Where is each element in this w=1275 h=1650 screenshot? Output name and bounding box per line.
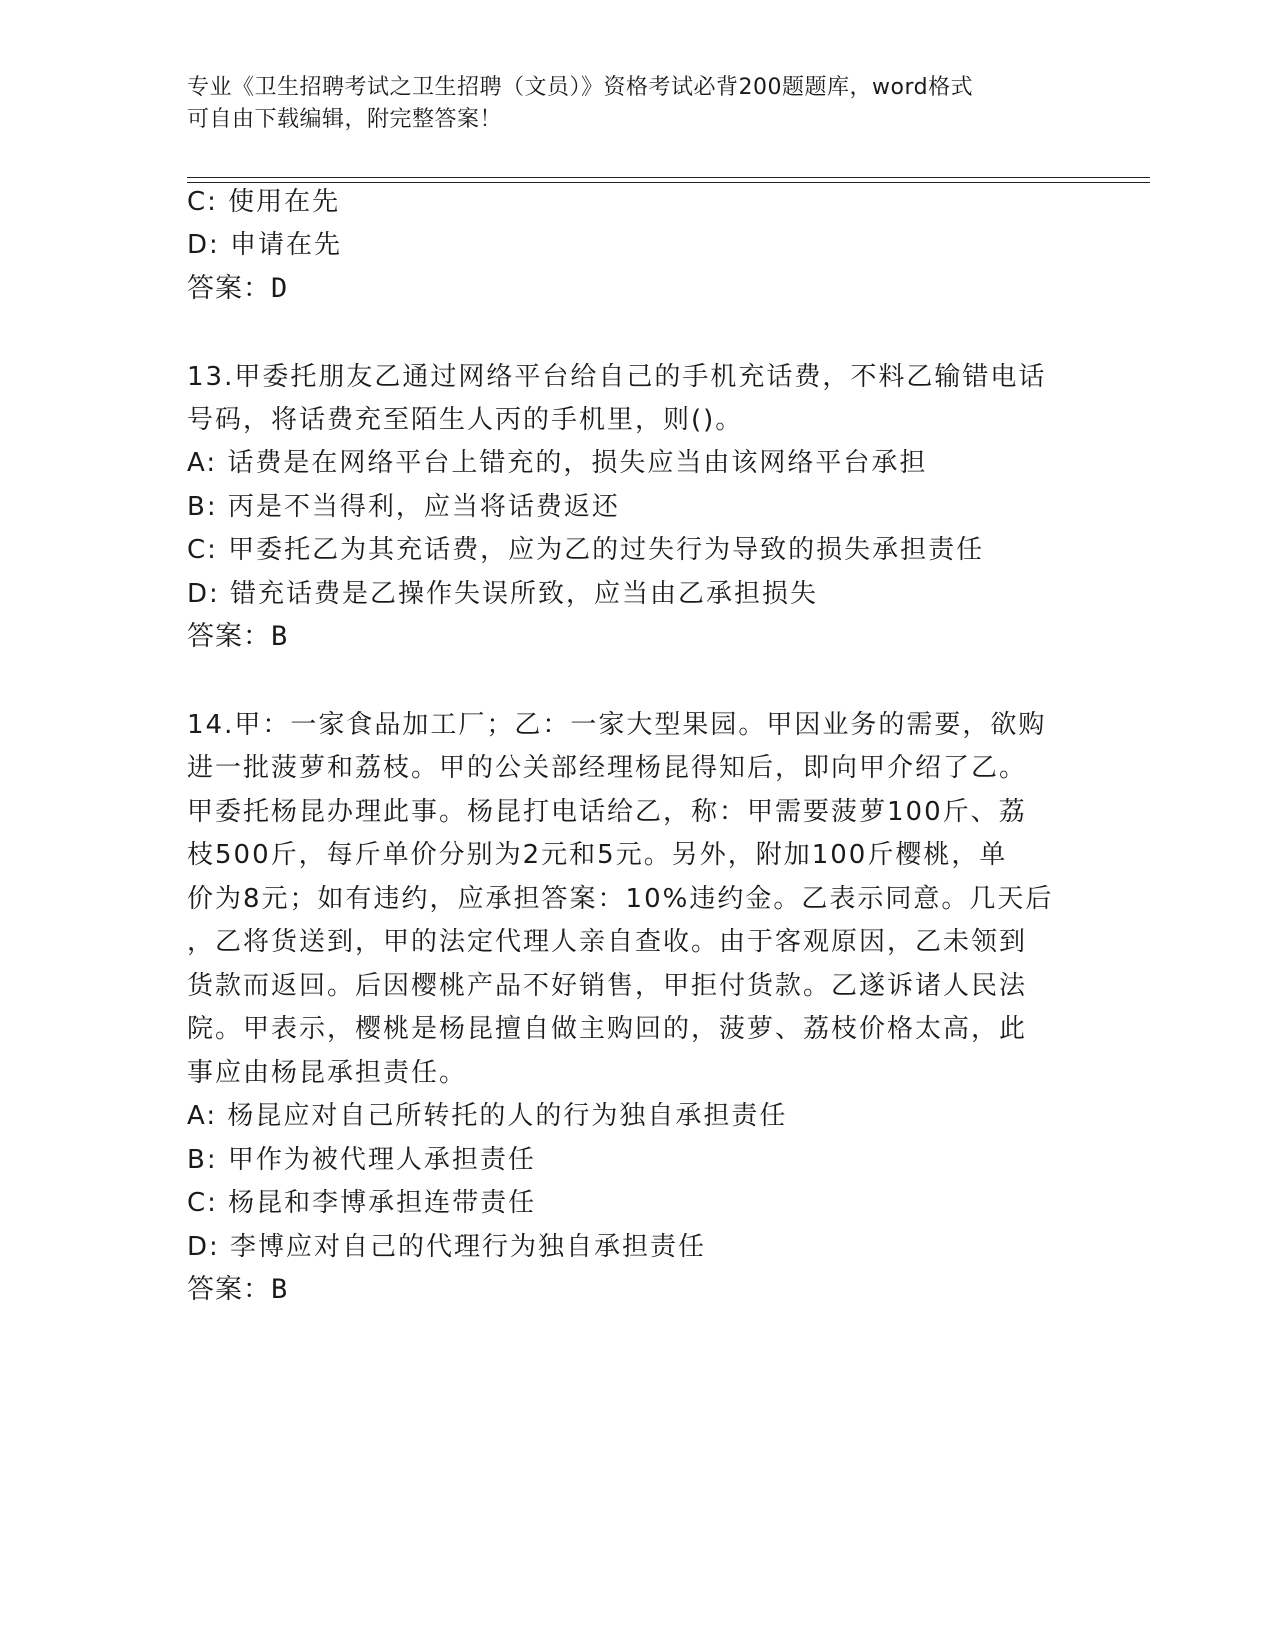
q13-stem-line: 号码，将话费充至陌生人丙的手机里，则()。: [187, 405, 744, 435]
header-divider-bottom: [187, 182, 1150, 183]
q14-option-b: B: 甲作为被代理人承担责任: [187, 1145, 536, 1175]
q13-option-c: C: 甲委托乙为其充话费，应为乙的过失行为导致的损失承担责任: [187, 535, 985, 565]
q14-stem-line: 货款而返回。后因樱桃产品不好销售，甲拒付货款。乙遂诉诸人民法: [187, 971, 1028, 1001]
q14-answer: 答案：B: [187, 1274, 289, 1305]
q14-option-a: A: 杨昆应对自己所转托的人的行为独自承担责任: [187, 1101, 788, 1131]
q14-stem-line: 甲委托杨昆办理此事。杨昆打电话给乙，称：甲需要菠萝100斤、荔: [187, 797, 1027, 827]
q12-option-d: D: 申请在先: [187, 230, 343, 260]
q14-option-c: C: 杨昆和李博承担连带责任: [187, 1188, 537, 1218]
q13-stem-line: 13.甲委托朋友乙通过网络平台给自己的手机充话费，不料乙输错电话: [187, 362, 1047, 392]
q12-option-c: C: 使用在先: [187, 187, 341, 217]
header-line-1: 专业《卫生招聘考试之卫生招聘（文员）》资格考试必背200题题库，word格式: [187, 75, 974, 100]
q14-stem-line: 院。甲表示，樱桃是杨昆擅自做主购回的，菠萝、荔枝价格太高，此: [187, 1014, 1028, 1044]
q14-stem-line: 枝500斤，每斤单价分别为2元和5元。另外，附加100斤樱桃，单: [187, 840, 1008, 870]
q13-option-a: A: 话费是在网络平台上错充的，损失应当由该网络平台承担: [187, 448, 928, 478]
q13-option-b: B: 丙是不当得利，应当将话费返还: [187, 492, 620, 522]
q13-answer: 答案：B: [187, 621, 289, 652]
q13-option-d: D: 错充话费是乙操作失误所致，应当由乙承担损失: [187, 579, 819, 609]
document-header: [187, 72, 1067, 136]
header-line-2: 可自由下载编辑，附完整答案！: [187, 107, 503, 132]
q14-stem-line: 事应由杨昆承担责任。: [187, 1058, 468, 1088]
q14-stem-line: 价为8元；如有违约，应承担答案：10%违约金。乙表示同意。几天后: [187, 884, 1054, 914]
q14-stem-line: 14.甲：一家食品加工厂；乙：一家大型果园。甲因业务的需要，欲购: [187, 710, 1047, 740]
q12-answer: 答案：D: [187, 273, 289, 304]
header-divider-top: [187, 177, 1150, 178]
q14-stem-line: ，乙将货送到，甲的法定代理人亲自查收。由于客观原因，乙未领到: [187, 927, 1028, 957]
q14-option-d: D: 李博应对自己的代理行为独自承担责任: [187, 1232, 707, 1262]
q14-stem-line: 进一批菠萝和荔枝。甲的公关部经理杨昆得知后，即向甲介绍了乙。: [187, 753, 1028, 783]
